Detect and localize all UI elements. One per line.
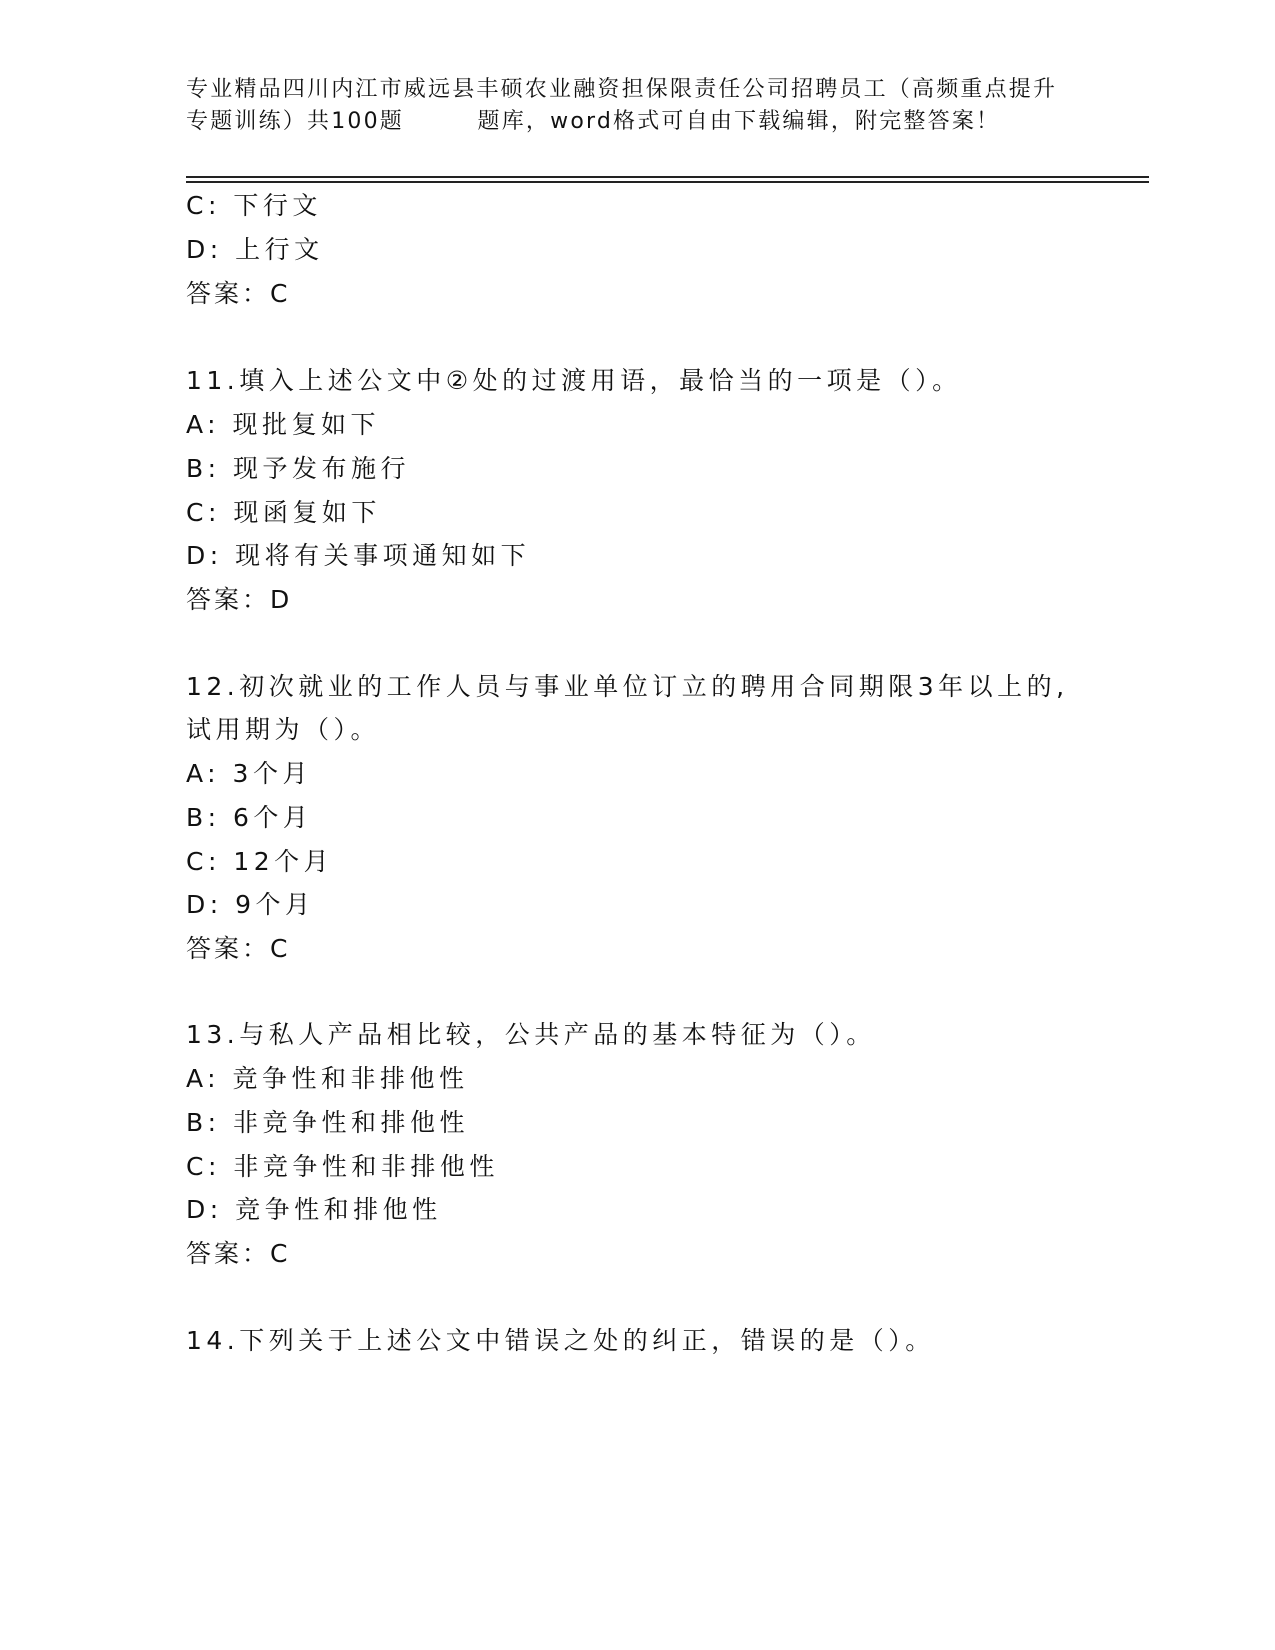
option-b: B: 非竞争性和排他性 <box>186 1108 470 1137</box>
option-c: C: 12个月 <box>186 847 334 876</box>
option-c: C: 下行文 <box>186 191 322 220</box>
option-c: C: 非竞争性和非排他性 <box>186 1152 499 1181</box>
option-d: D: 9个月 <box>186 890 315 919</box>
option-d: D: 现将有关事项通知如下 <box>186 541 531 570</box>
header-divider-bottom <box>186 181 1149 183</box>
question-stem: 14.下列关于上述公文中错误之处的纠正，错误的是（）。 <box>186 1326 935 1355</box>
answer-line: 答案：D <box>186 585 293 614</box>
answer-line: 答案：C <box>186 934 291 963</box>
option-b: B: 现予发布施行 <box>186 454 411 483</box>
option-a: A: 3个月 <box>186 759 312 788</box>
option-a: A: 竞争性和非排他性 <box>186 1064 469 1093</box>
header-title-line-1: 专业精品四川内江市威远县丰硕农业融资担保限责任公司招聘员工（高频重点提升 <box>186 77 1058 102</box>
question-stem: 12.初次就业的工作人员与事业单位订立的聘用合同期限3年以上的, <box>186 672 1069 701</box>
answer-line: 答案：C <box>186 1239 291 1268</box>
option-d: D: 竞争性和排他性 <box>186 1195 442 1224</box>
document-header <box>186 74 1146 138</box>
question-stem: 13.与私人产品相比较，公共产品的基本特征为（）。 <box>186 1020 876 1049</box>
option-c: C: 现函复如下 <box>186 498 381 527</box>
option-b: B: 6个月 <box>186 803 313 832</box>
question-stem: 11.填入上述公文中②处的过渡用语，最恰当的一项是（）。 <box>186 366 962 395</box>
option-a: A: 现批复如下 <box>186 410 381 439</box>
answer-line: 答案：C <box>186 279 291 308</box>
option-d: D: 上行文 <box>186 235 324 264</box>
header-title-line-2: 专题训练）共100题 题库，word格式可自由下载编辑，附完整答案！ <box>186 109 1001 134</box>
header-divider-top <box>186 176 1149 178</box>
question-stem-continued: 试用期为（）。 <box>186 715 381 744</box>
